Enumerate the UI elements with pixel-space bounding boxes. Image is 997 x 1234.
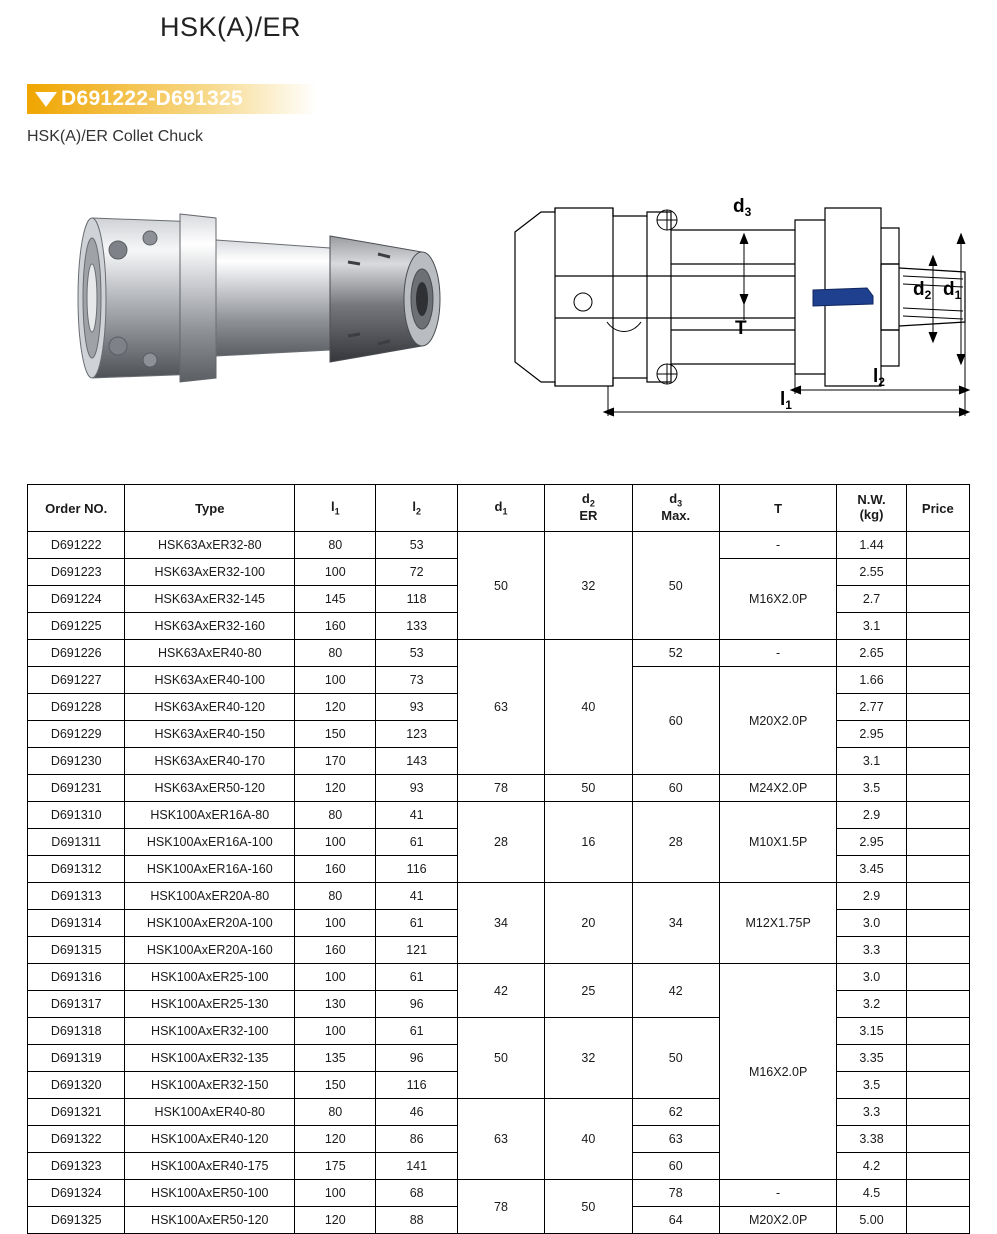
cell-d2: 40 bbox=[545, 640, 632, 775]
cell-price bbox=[906, 1153, 969, 1180]
cell-nw: 3.0 bbox=[837, 964, 906, 991]
cell-d1: 42 bbox=[457, 964, 544, 1018]
cell-price bbox=[906, 1018, 969, 1045]
col-l2: $l_2$ bbox=[376, 485, 457, 532]
cell-l1: 120 bbox=[295, 1126, 376, 1153]
product-subtitle: HSK(A)/ER Collet Chuck bbox=[27, 128, 204, 145]
cell-type: HSK100AxER20A-100 bbox=[125, 910, 295, 937]
cell-order-no: D691310 bbox=[28, 802, 125, 829]
cell-t: M16X2.0P bbox=[719, 559, 836, 640]
cell-l1: 100 bbox=[295, 829, 376, 856]
table-row bbox=[28, 964, 970, 991]
cell-nw: 4.5 bbox=[837, 1180, 906, 1207]
cell-l2: 72 bbox=[376, 559, 457, 586]
cell-l1: 120 bbox=[295, 775, 376, 802]
cell-type: HSK100AxER32-150 bbox=[125, 1072, 295, 1099]
cell-d1: 50 bbox=[457, 1018, 544, 1099]
cell-order-no: D691320 bbox=[28, 1072, 125, 1099]
cell-type: HSK63AxER32-145 bbox=[125, 586, 295, 613]
cell-type: HSK100AxER20A-80 bbox=[125, 883, 295, 910]
cell-d3: 62 bbox=[632, 1099, 719, 1126]
cell-nw: 2.55 bbox=[837, 559, 906, 586]
cell-order-no: D691324 bbox=[28, 1180, 125, 1207]
cell-nw: 3.2 bbox=[837, 991, 906, 1018]
label-l1: $l_1$ bbox=[780, 389, 792, 412]
cell-type: HSK63AxER40-100 bbox=[125, 667, 295, 694]
cell-price bbox=[906, 694, 969, 721]
cell-type: HSK100AxER50-120 bbox=[125, 1207, 295, 1234]
table-row bbox=[28, 640, 970, 667]
cell-nw: 3.5 bbox=[837, 775, 906, 802]
cell-l1: 80 bbox=[295, 640, 376, 667]
cell-d2: 20 bbox=[545, 883, 632, 964]
table-row bbox=[28, 775, 970, 802]
cell-order-no: D691319 bbox=[28, 1045, 125, 1072]
cell-l1: 100 bbox=[295, 559, 376, 586]
cell-type: HSK100AxER40-80 bbox=[125, 1099, 295, 1126]
cell-l2: 73 bbox=[376, 667, 457, 694]
cell-t: - bbox=[719, 640, 836, 667]
cell-order-no: D691323 bbox=[28, 1153, 125, 1180]
cell-nw: 2.95 bbox=[837, 721, 906, 748]
cell-nw: 3.45 bbox=[837, 856, 906, 883]
cell-price bbox=[906, 991, 969, 1018]
table-header-row bbox=[28, 485, 970, 532]
cell-d3: 42 bbox=[632, 964, 719, 1018]
cell-l2: 61 bbox=[376, 964, 457, 991]
cell-l2: 53 bbox=[376, 532, 457, 559]
cell-type: HSK63AxER32-160 bbox=[125, 613, 295, 640]
cell-d3: 50 bbox=[632, 1018, 719, 1099]
cell-d1: 50 bbox=[457, 532, 544, 640]
cell-type: HSK63AxER50-120 bbox=[125, 775, 295, 802]
cell-price bbox=[906, 721, 969, 748]
cell-l2: 68 bbox=[376, 1180, 457, 1207]
cell-type: HSK100AxER16A-100 bbox=[125, 829, 295, 856]
cell-l1: 80 bbox=[295, 1099, 376, 1126]
cell-price bbox=[906, 667, 969, 694]
cell-type: HSK100AxER16A-80 bbox=[125, 802, 295, 829]
cell-order-no: D691225 bbox=[28, 613, 125, 640]
cell-l2: 41 bbox=[376, 883, 457, 910]
cell-l1: 135 bbox=[295, 1045, 376, 1072]
table-row bbox=[28, 802, 970, 829]
cell-nw: 3.0 bbox=[837, 910, 906, 937]
cell-price bbox=[906, 640, 969, 667]
cell-l2: 133 bbox=[376, 613, 457, 640]
label-d3: $d_3$ bbox=[733, 196, 752, 219]
cell-type: HSK63AxER40-150 bbox=[125, 721, 295, 748]
cell-type: HSK63AxER32-80 bbox=[125, 532, 295, 559]
table-body bbox=[28, 532, 970, 1234]
cell-nw: 3.3 bbox=[837, 1099, 906, 1126]
product-photo bbox=[30, 178, 460, 418]
cell-l1: 120 bbox=[295, 1207, 376, 1234]
cell-l1: 170 bbox=[295, 748, 376, 775]
cell-d3: 64 bbox=[632, 1207, 719, 1234]
col-type: Type bbox=[125, 485, 295, 532]
cell-order-no: D691227 bbox=[28, 667, 125, 694]
cell-nw: 3.3 bbox=[837, 937, 906, 964]
cell-d1: 63 bbox=[457, 640, 544, 775]
cell-order-no: D691321 bbox=[28, 1099, 125, 1126]
cell-type: HSK100AxER20A-160 bbox=[125, 937, 295, 964]
cell-l2: 116 bbox=[376, 856, 457, 883]
cell-l2: 93 bbox=[376, 775, 457, 802]
cell-d2: 50 bbox=[545, 1180, 632, 1234]
cell-d3: 28 bbox=[632, 802, 719, 883]
cell-type: HSK100AxER25-130 bbox=[125, 991, 295, 1018]
cell-l1: 160 bbox=[295, 856, 376, 883]
cell-nw: 3.5 bbox=[837, 1072, 906, 1099]
cell-d1: 63 bbox=[457, 1099, 544, 1180]
cell-order-no: D691313 bbox=[28, 883, 125, 910]
cell-l1: 130 bbox=[295, 991, 376, 1018]
cell-order-no: D691231 bbox=[28, 775, 125, 802]
cell-price bbox=[906, 1126, 969, 1153]
cell-d2: 50 bbox=[545, 775, 632, 802]
cell-price bbox=[906, 1099, 969, 1126]
cell-d2: 25 bbox=[545, 964, 632, 1018]
cell-order-no: D691316 bbox=[28, 964, 125, 991]
cell-nw: 3.1 bbox=[837, 748, 906, 775]
cell-price bbox=[906, 775, 969, 802]
cell-order-no: D691224 bbox=[28, 586, 125, 613]
cell-l1: 80 bbox=[295, 883, 376, 910]
cell-d1: 28 bbox=[457, 802, 544, 883]
cell-d1: 78 bbox=[457, 1180, 544, 1234]
cell-type: HSK63AxER40-80 bbox=[125, 640, 295, 667]
cell-l2: 143 bbox=[376, 748, 457, 775]
cell-nw: 2.95 bbox=[837, 829, 906, 856]
page-title: HSK(A)/ER bbox=[160, 12, 302, 42]
cell-l2: 41 bbox=[376, 802, 457, 829]
cell-t: M20X2.0P bbox=[719, 1207, 836, 1234]
cell-nw: 1.66 bbox=[837, 667, 906, 694]
cell-type: HSK63AxER40-170 bbox=[125, 748, 295, 775]
cell-order-no: D691315 bbox=[28, 937, 125, 964]
code-range-label: D691222-D691325 bbox=[61, 87, 243, 110]
cell-d3: 63 bbox=[632, 1126, 719, 1153]
cell-order-no: D691317 bbox=[28, 991, 125, 1018]
cell-price bbox=[906, 586, 969, 613]
cell-price bbox=[906, 856, 969, 883]
cell-nw: 5.00 bbox=[837, 1207, 906, 1234]
cell-nw: 3.38 bbox=[837, 1126, 906, 1153]
cell-l1: 175 bbox=[295, 1153, 376, 1180]
col-price: Price bbox=[906, 485, 969, 532]
cell-price bbox=[906, 1072, 969, 1099]
cell-l2: 61 bbox=[376, 829, 457, 856]
cell-price bbox=[906, 613, 969, 640]
col-nw: N.W. (kg) bbox=[837, 485, 906, 532]
cell-l2: 61 bbox=[376, 910, 457, 937]
cell-order-no: D691314 bbox=[28, 910, 125, 937]
cell-price bbox=[906, 748, 969, 775]
cell-t: M24X2.0P bbox=[719, 775, 836, 802]
cell-price bbox=[906, 559, 969, 586]
cell-l2: 86 bbox=[376, 1126, 457, 1153]
cell-l2: 61 bbox=[376, 1018, 457, 1045]
cell-order-no: D691229 bbox=[28, 721, 125, 748]
cell-price bbox=[906, 829, 969, 856]
cell-type: HSK100AxER25-100 bbox=[125, 964, 295, 991]
cell-l1: 80 bbox=[295, 532, 376, 559]
cell-d3: 60 bbox=[632, 1153, 719, 1180]
cell-nw: 2.9 bbox=[837, 883, 906, 910]
cell-l1: 100 bbox=[295, 964, 376, 991]
cell-type: HSK100AxER40-120 bbox=[125, 1126, 295, 1153]
cell-l2: 123 bbox=[376, 721, 457, 748]
cell-nw: 4.2 bbox=[837, 1153, 906, 1180]
table-row bbox=[28, 1180, 970, 1207]
cell-l2: 118 bbox=[376, 586, 457, 613]
cell-l2: 93 bbox=[376, 694, 457, 721]
col-d3: $d_3$ Max. bbox=[632, 485, 719, 532]
triangle-down-icon bbox=[35, 92, 57, 107]
cell-order-no: D691226 bbox=[28, 640, 125, 667]
cell-price bbox=[906, 910, 969, 937]
cell-d1: 78 bbox=[457, 775, 544, 802]
cell-price bbox=[906, 883, 969, 910]
cell-nw: 1.44 bbox=[837, 532, 906, 559]
cell-nw: 2.7 bbox=[837, 586, 906, 613]
cell-nw: 2.65 bbox=[837, 640, 906, 667]
cell-price bbox=[906, 1207, 969, 1234]
cell-d1: 34 bbox=[457, 883, 544, 964]
col-d1: $d_1$ bbox=[457, 485, 544, 532]
cell-type: HSK100AxER32-100 bbox=[125, 1018, 295, 1045]
label-d2: $d_2$ bbox=[913, 279, 932, 302]
cell-type: HSK100AxER32-135 bbox=[125, 1045, 295, 1072]
cell-t: M10X1.5P bbox=[719, 802, 836, 883]
cell-type: HSK100AxER16A-160 bbox=[125, 856, 295, 883]
cell-price bbox=[906, 532, 969, 559]
cell-type: HSK63AxER40-120 bbox=[125, 694, 295, 721]
cell-price bbox=[906, 1180, 969, 1207]
col-t: T bbox=[719, 485, 836, 532]
cell-l2: 121 bbox=[376, 937, 457, 964]
cell-order-no: D691222 bbox=[28, 532, 125, 559]
cell-l1: 150 bbox=[295, 1072, 376, 1099]
label-T: T bbox=[735, 318, 747, 339]
cell-type: HSK63AxER32-100 bbox=[125, 559, 295, 586]
cell-l1: 150 bbox=[295, 721, 376, 748]
cell-l1: 160 bbox=[295, 613, 376, 640]
spec-table bbox=[27, 484, 970, 1234]
cell-d3: 50 bbox=[632, 532, 719, 640]
cell-t: M12X1.75P bbox=[719, 883, 836, 964]
cell-order-no: D691325 bbox=[28, 1207, 125, 1234]
cell-type: HSK100AxER40-175 bbox=[125, 1153, 295, 1180]
cell-price bbox=[906, 937, 969, 964]
cell-l1: 145 bbox=[295, 586, 376, 613]
cell-l1: 100 bbox=[295, 910, 376, 937]
cell-d3: 52 bbox=[632, 640, 719, 667]
cell-order-no: D691228 bbox=[28, 694, 125, 721]
cell-d2: 16 bbox=[545, 802, 632, 883]
col-order-no: Order NO. bbox=[28, 485, 125, 532]
cell-t: - bbox=[719, 1180, 836, 1207]
cell-order-no: D691230 bbox=[28, 748, 125, 775]
cell-l1: 80 bbox=[295, 802, 376, 829]
cell-d2: 32 bbox=[545, 532, 632, 640]
cell-d2: 32 bbox=[545, 1018, 632, 1099]
col-d2: $d_2$ ER bbox=[545, 485, 632, 532]
cell-order-no: D691318 bbox=[28, 1018, 125, 1045]
cell-d3: 34 bbox=[632, 883, 719, 964]
cell-l2: 141 bbox=[376, 1153, 457, 1180]
technical-drawing bbox=[495, 172, 985, 422]
cell-nw: 3.35 bbox=[837, 1045, 906, 1072]
cell-t: M16X2.0P bbox=[719, 964, 836, 1180]
cell-l2: 96 bbox=[376, 991, 457, 1018]
table-row bbox=[28, 532, 970, 559]
cell-l1: 120 bbox=[295, 694, 376, 721]
table-row bbox=[28, 883, 970, 910]
code-range-banner bbox=[27, 84, 317, 114]
cell-nw: 2.9 bbox=[837, 802, 906, 829]
col-l1: $l_1$ bbox=[295, 485, 376, 532]
cell-l1: 160 bbox=[295, 937, 376, 964]
cell-l2: 116 bbox=[376, 1072, 457, 1099]
cell-t: M20X2.0P bbox=[719, 667, 836, 775]
cell-nw: 2.77 bbox=[837, 694, 906, 721]
cell-price bbox=[906, 1045, 969, 1072]
cell-l2: 96 bbox=[376, 1045, 457, 1072]
cell-l1: 100 bbox=[295, 1180, 376, 1207]
cell-type: HSK100AxER50-100 bbox=[125, 1180, 295, 1207]
cell-nw: 3.15 bbox=[837, 1018, 906, 1045]
cell-l1: 100 bbox=[295, 1018, 376, 1045]
cell-l2: 53 bbox=[376, 640, 457, 667]
cell-d2: 40 bbox=[545, 1099, 632, 1180]
cell-order-no: D691311 bbox=[28, 829, 125, 856]
cell-order-no: D691322 bbox=[28, 1126, 125, 1153]
cell-d3: 60 bbox=[632, 667, 719, 775]
cell-price bbox=[906, 964, 969, 991]
cell-l1: 100 bbox=[295, 667, 376, 694]
label-d1: $d_1$ bbox=[943, 279, 962, 302]
cell-price bbox=[906, 802, 969, 829]
cell-d3: 78 bbox=[632, 1180, 719, 1207]
cell-l2: 88 bbox=[376, 1207, 457, 1234]
cell-order-no: D691223 bbox=[28, 559, 125, 586]
cell-nw: 3.1 bbox=[837, 613, 906, 640]
label-l2: $l_2$ bbox=[873, 366, 885, 389]
cell-t: - bbox=[719, 532, 836, 559]
cell-order-no: D691312 bbox=[28, 856, 125, 883]
cell-l2: 46 bbox=[376, 1099, 457, 1126]
cell-d3: 60 bbox=[632, 775, 719, 802]
